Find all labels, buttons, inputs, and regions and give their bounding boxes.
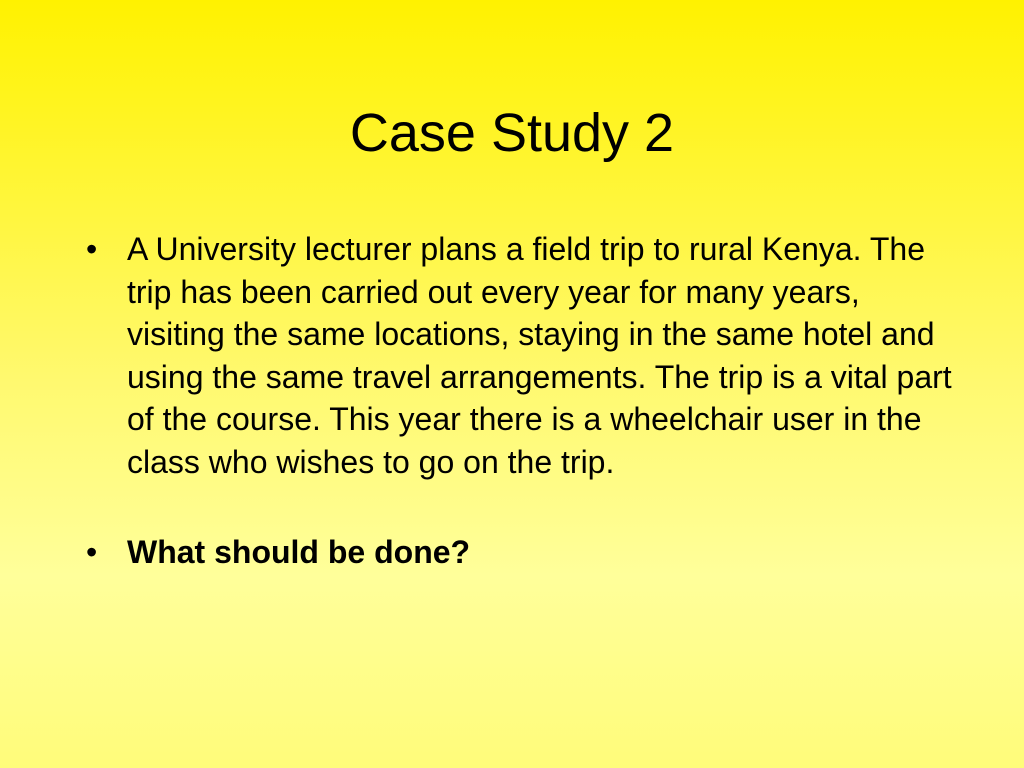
bullet-marker: •	[86, 534, 98, 570]
slide-title: Case Study 2	[349, 103, 675, 163]
bullet-text-question: What should be done?	[127, 534, 471, 570]
bullet-text-case-description: A University lecturer plans a field trip to rural Kenya. The trip has been carried out every year for many years, visiting the same locations, staying in the same hotel and using the same travel arrangements. The trip is a vital part of the course. This year there is a wheelchair user in the class who wishes to go on the trip.	[127, 231, 952, 480]
bullet-item-case-description	[86, 228, 956, 483]
bullet-marker: •	[86, 231, 98, 267]
bullet-list	[86, 228, 956, 574]
bullet-item-question	[86, 531, 956, 574]
